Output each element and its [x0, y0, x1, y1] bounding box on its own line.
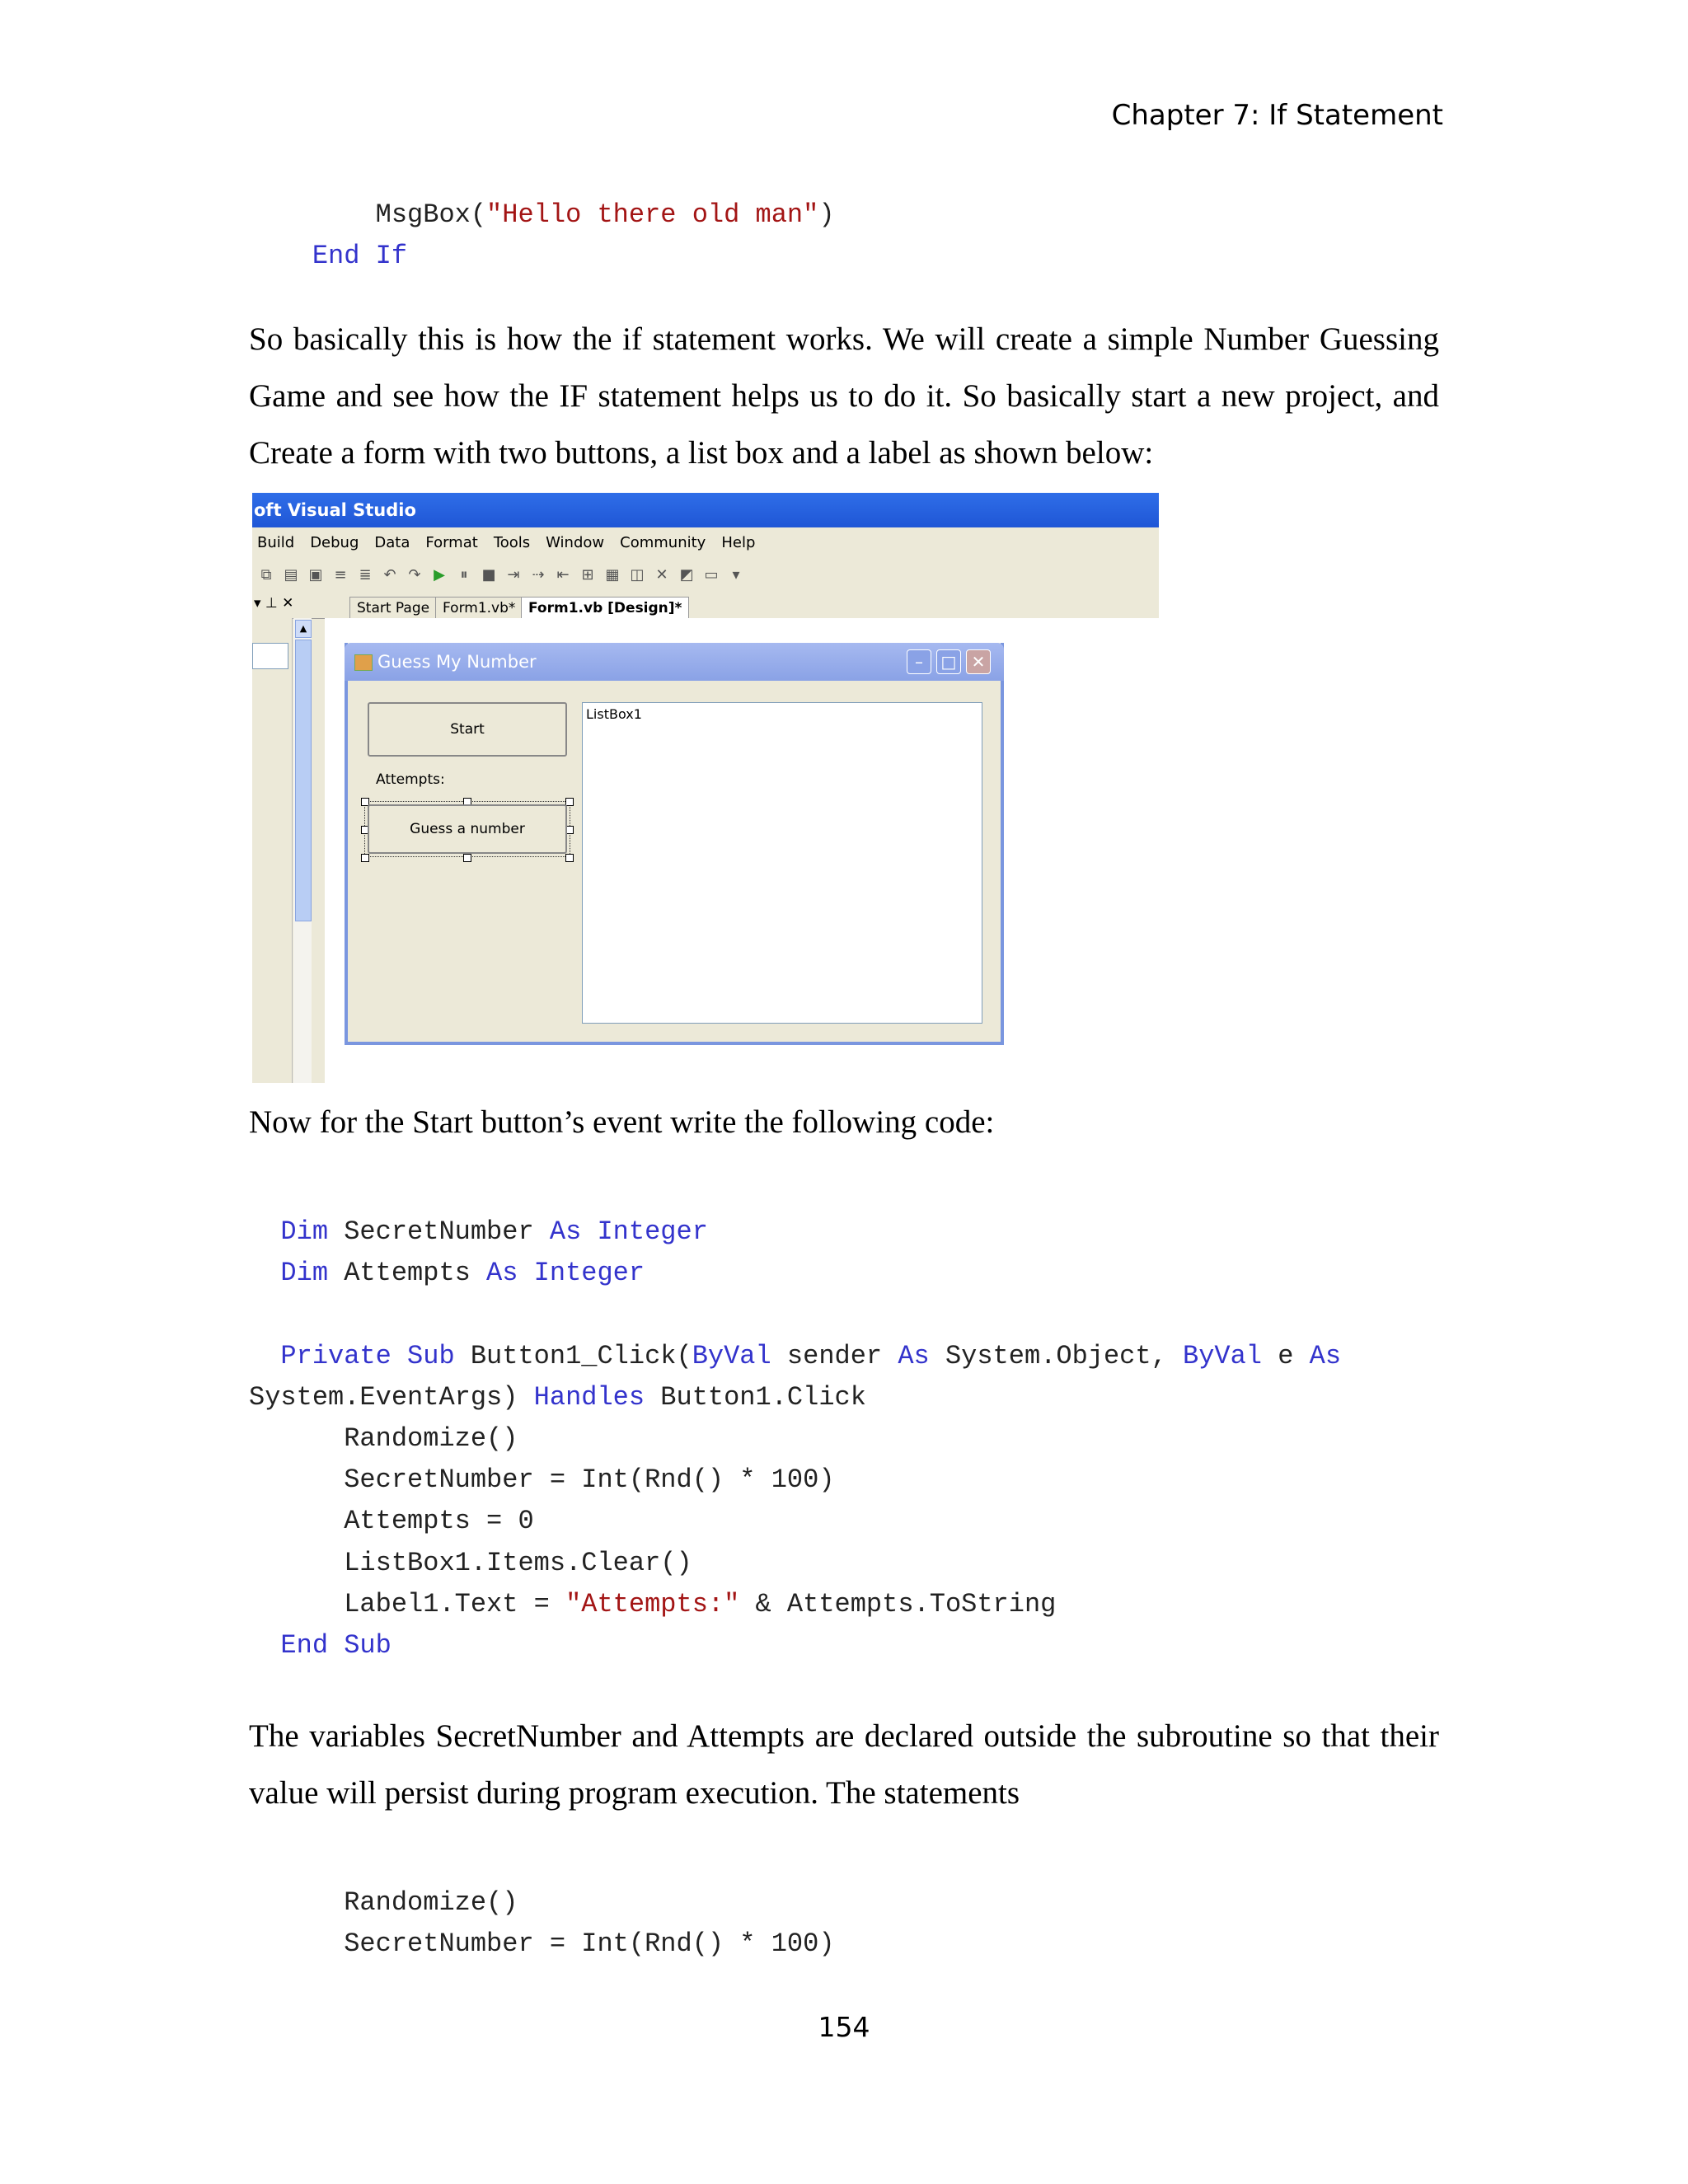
code-text: Attempts: [328, 1258, 487, 1289]
guess-number-button[interactable]: Guess a number: [368, 804, 567, 854]
code-text: ListBox1.Items.Clear(): [344, 1547, 692, 1578]
scroll-up-icon[interactable]: ▲: [295, 620, 312, 638]
menu-format[interactable]: Format: [425, 534, 478, 551]
code-keyword: Handles: [533, 1381, 645, 1413]
toolbox-icon[interactable]: ✕: [655, 566, 668, 583]
page-number: 154: [818, 2011, 870, 2043]
code-text: SecretNumber = Int(Rnd() * 100): [344, 1465, 835, 1496]
tab-form1-vb[interactable]: Form1.vb*: [435, 597, 523, 619]
paste-icon[interactable]: ▤: [284, 566, 298, 583]
code-text: Randomize(): [344, 1423, 518, 1455]
left-panel: [252, 618, 293, 1083]
code-text: SecretNumber: [328, 1216, 550, 1247]
form-title-bar: Guess My Number: [345, 643, 1004, 681]
listbox[interactable]: ListBox1: [582, 702, 982, 1024]
resize-handle[interactable]: [565, 854, 574, 862]
resize-handle[interactable]: [463, 854, 471, 862]
menu-data[interactable]: Data: [374, 534, 410, 551]
code-keyword: As: [1309, 1340, 1342, 1371]
code-keyword: As: [898, 1340, 930, 1371]
command-window-icon[interactable]: ▭: [704, 566, 719, 583]
start-page-icon[interactable]: ◩: [679, 566, 694, 583]
code-block-main: [249, 1212, 1341, 1666]
code-text: Label1.Text =: [344, 1588, 566, 1619]
outdent-icon[interactable]: ≣: [359, 566, 372, 583]
menu-build[interactable]: Build: [257, 534, 295, 551]
start-button[interactable]: Start: [368, 702, 567, 757]
stop-icon[interactable]: ■: [481, 566, 496, 583]
pause-icon[interactable]: ⏸: [460, 566, 468, 583]
code-paren: ): [818, 199, 835, 230]
copy-icon[interactable]: ⧉: [260, 566, 272, 583]
form-icon: [354, 654, 373, 671]
code-keyword: Sub: [344, 1630, 392, 1661]
code-block-top: [249, 194, 835, 277]
properties-icon[interactable]: ▦: [605, 566, 620, 583]
code-keyword: As: [486, 1258, 518, 1289]
vs-toolbar: [252, 559, 1159, 592]
code-text: sender: [771, 1340, 898, 1371]
vs-title-bar: oft Visual Studio: [252, 493, 1159, 527]
paragraph-explanation: The variables SecretNumber and Attempts are declared outside the subroutine so that their value will persist during program execution. The statements: [249, 1718, 1439, 1811]
code-text: e: [1262, 1340, 1310, 1371]
vs-menu-bar: [252, 529, 1159, 557]
paragraph-intro: So basically this is how the if statement works. We will create a simple Number Guessing Game and see how the IF statement helps us to do it. So basically start a new project, and Create a form with two buttons, a list box and a label as shown below:: [249, 321, 1439, 471]
menu-community[interactable]: Community: [620, 534, 706, 551]
step-out-icon[interactable]: ⇤: [556, 566, 570, 583]
step-into-icon[interactable]: ⇥: [507, 566, 520, 583]
code-text: Button1_Click(: [454, 1340, 692, 1371]
code-string: "Attempts:": [565, 1588, 740, 1619]
code-keyword: ByVal: [692, 1340, 771, 1371]
code-text: Button1.Click: [645, 1381, 866, 1413]
maximize-icon[interactable]: □: [936, 649, 961, 674]
code-keyword: Private: [280, 1340, 392, 1371]
redo-icon[interactable]: ↷: [408, 566, 421, 583]
left-panel-field[interactable]: [252, 643, 288, 669]
chapter-header: Chapter 7: If Statement: [1111, 99, 1443, 132]
menu-tools[interactable]: Tools: [493, 534, 531, 551]
code-msgbox-call: MsgBox(: [375, 199, 487, 230]
step-over-icon[interactable]: ⇢: [532, 566, 545, 583]
code-keyword: End: [280, 1630, 329, 1661]
undo-icon[interactable]: ↶: [383, 566, 396, 583]
pin-icon[interactable]: ▾ ⊥ ✕: [254, 595, 294, 612]
code-keyword: Integer: [533, 1258, 645, 1289]
code-text: System.EventArgs): [249, 1381, 534, 1413]
scroll-thumb[interactable]: [295, 640, 312, 921]
solution-explorer-icon[interactable]: ⊞: [581, 566, 594, 583]
tab-form1-design[interactable]: Form1.vb [Design]*: [521, 597, 689, 619]
code-text: SecretNumber = Int(Rnd() * 100): [344, 1929, 835, 1960]
attempts-label: Attempts:: [376, 771, 445, 788]
menu-debug[interactable]: Debug: [310, 534, 359, 551]
chevron-down-icon[interactable]: ▾: [732, 566, 740, 583]
close-icon[interactable]: ✕: [966, 649, 991, 674]
code-text: Attempts = 0: [344, 1506, 534, 1537]
code-keyword: Integer: [597, 1216, 708, 1247]
code-keyword: Sub: [407, 1340, 455, 1371]
paragraph-start-event: Now for the Start button’s event write the following code:: [249, 1104, 995, 1140]
minimize-icon[interactable]: –: [907, 649, 931, 674]
code-string: "Hello there old man": [486, 199, 819, 230]
code-text: & Attempts.ToString: [739, 1588, 1057, 1619]
menu-help[interactable]: Help: [721, 534, 756, 551]
code-keyword: Dim: [280, 1216, 329, 1247]
indent-icon[interactable]: ≡: [334, 566, 347, 583]
visual-studio-screenshot: [252, 493, 1159, 1083]
code-block-bottom: [249, 1882, 835, 1965]
code-text: System.Object,: [929, 1340, 1183, 1371]
play-icon[interactable]: ▶: [434, 566, 445, 583]
code-keyword: ByVal: [1182, 1340, 1262, 1371]
resize-handle[interactable]: [361, 854, 369, 862]
left-scrollbar[interactable]: [293, 618, 312, 1083]
find-icon[interactable]: ▣: [308, 566, 323, 583]
document-tabs: [252, 593, 1159, 619]
code-keyword: As: [549, 1216, 582, 1247]
code-text: Randomize(): [344, 1887, 518, 1918]
menu-window[interactable]: Window: [546, 534, 605, 551]
code-end-if: End If: [312, 241, 408, 272]
object-browser-icon[interactable]: ◫: [630, 566, 645, 583]
code-keyword: Dim: [280, 1258, 329, 1289]
tab-start-page[interactable]: Start Page: [349, 597, 437, 619]
